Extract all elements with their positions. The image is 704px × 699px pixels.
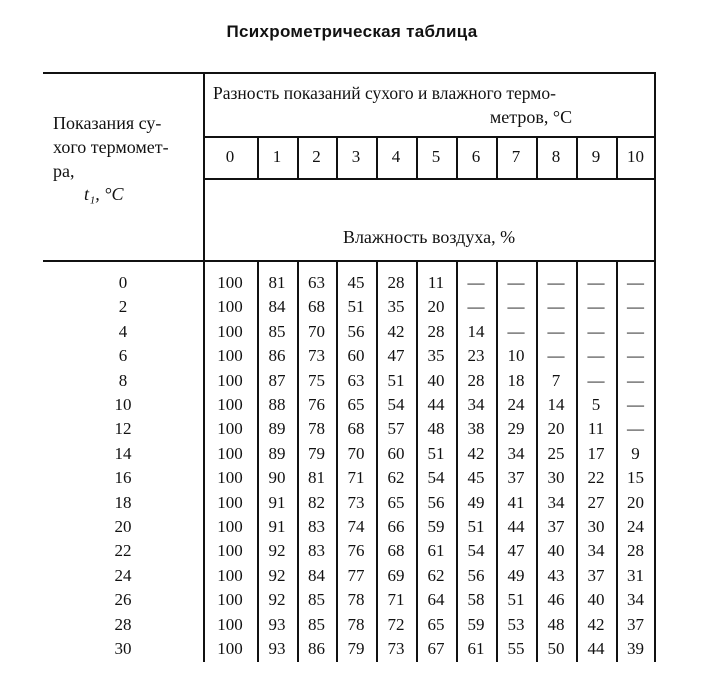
humidity-cell: 85 bbox=[308, 590, 325, 610]
humidity-cell: 30 bbox=[547, 468, 565, 488]
humidity-cell: 54 bbox=[467, 541, 485, 561]
humidity-cell: 56 bbox=[427, 492, 445, 512]
diff-header-line-1: Разность показаний сухого и влажного термо- bbox=[213, 83, 556, 103]
humidity-cell: 55 bbox=[507, 639, 525, 658]
humidity-cell: 31 bbox=[627, 565, 644, 585]
diff-value: 5 bbox=[431, 147, 441, 166]
humidity-cell: 25 bbox=[547, 443, 565, 463]
dry-temp-value: 14 bbox=[114, 443, 132, 463]
humidity-cell: — bbox=[627, 321, 644, 341]
humidity-cell: 59 bbox=[467, 614, 485, 634]
humidity-cell: 67 bbox=[427, 639, 445, 658]
table-top-border bbox=[43, 72, 655, 74]
humidity-cell: 86 bbox=[308, 639, 325, 658]
humidity-cell: 20 bbox=[427, 297, 445, 317]
humidity-cell: 14 bbox=[467, 321, 485, 341]
humidity-cell: 100 bbox=[217, 321, 243, 341]
dry-temp-value: 16 bbox=[114, 468, 132, 488]
humidity-cell: 49 bbox=[507, 565, 525, 585]
humidity-cell: 100 bbox=[217, 297, 243, 317]
dry-temp-value: 8 bbox=[118, 370, 128, 390]
diff-value: 4 bbox=[391, 147, 401, 166]
humidity-cell: — bbox=[627, 346, 644, 366]
humidity-cell: 30 bbox=[587, 517, 605, 536]
humidity-cell: — bbox=[587, 297, 605, 317]
humidity-cell: 69 bbox=[387, 565, 405, 585]
humidity-cell: 14 bbox=[547, 395, 565, 414]
humidity-cell: 58 bbox=[467, 590, 485, 610]
humidity-cell: 68 bbox=[387, 541, 405, 561]
dry-temp-value: 26 bbox=[114, 590, 132, 610]
diff-header-line-2: метров, °С bbox=[489, 107, 573, 127]
humidity-cell: 77 bbox=[347, 565, 365, 585]
humidity-cell: 40 bbox=[587, 590, 605, 610]
humidity-cell: — bbox=[587, 321, 605, 341]
humidity-cell: 100 bbox=[217, 492, 243, 512]
humidity-cell: 79 bbox=[308, 443, 325, 463]
diff-values-line bbox=[203, 178, 655, 180]
humidity-cell: — bbox=[587, 346, 605, 366]
humidity-cell: 39 bbox=[627, 639, 644, 658]
humidity-cell: — bbox=[627, 370, 644, 390]
header-bottom-border bbox=[43, 260, 655, 262]
humidity-cell: — bbox=[507, 297, 525, 317]
humidity-cell: 7 bbox=[551, 370, 561, 390]
humidity-cell: 34 bbox=[507, 443, 525, 463]
dry-temp-value: 28 bbox=[114, 614, 132, 634]
humidity-cell: 100 bbox=[217, 419, 243, 439]
humidity-cell: 83 bbox=[308, 517, 325, 536]
humidity-cell: 73 bbox=[347, 492, 365, 512]
dry-temp-value: 6 bbox=[118, 346, 128, 366]
humidity-cell: 15 bbox=[627, 468, 644, 488]
humidity-cell: 9 bbox=[631, 443, 640, 463]
humidity-cell: 93 bbox=[268, 614, 286, 634]
humidity-cell: 73 bbox=[308, 346, 325, 366]
humidity-cell: 72 bbox=[387, 614, 405, 634]
humidity-cell: 28 bbox=[627, 541, 644, 561]
diff-value: 9 bbox=[591, 147, 601, 166]
humidity-cell: 86 bbox=[268, 346, 286, 366]
humidity-cell: 70 bbox=[347, 443, 365, 463]
humidity-cell: 5 bbox=[591, 395, 601, 414]
humidity-cell: 35 bbox=[387, 297, 405, 317]
humidity-cell: 78 bbox=[308, 419, 325, 439]
humidity-cell: 62 bbox=[387, 468, 405, 488]
humidity-cell: 51 bbox=[507, 590, 525, 610]
humidity-cell: 40 bbox=[547, 541, 565, 561]
humidity-cell: 28 bbox=[467, 370, 485, 390]
humidity-cell: — bbox=[547, 321, 565, 341]
humidity-cell: 28 bbox=[427, 321, 445, 341]
dry-temp-value: 12 bbox=[114, 419, 132, 439]
humidity-cell: 17 bbox=[587, 443, 605, 463]
humidity-cell: 28 bbox=[387, 273, 405, 292]
humidity-cell: 100 bbox=[217, 346, 243, 366]
humidity-cell: 91 bbox=[268, 492, 286, 512]
humidity-cell: 54 bbox=[427, 468, 445, 488]
humidity-cell: 47 bbox=[387, 346, 405, 366]
dry-temp-value: 2 bbox=[118, 297, 128, 317]
humidity-cell: 84 bbox=[268, 297, 286, 317]
humidity-cell: 42 bbox=[467, 443, 485, 463]
humidity-cell: 83 bbox=[308, 541, 325, 561]
humidity-cell: 81 bbox=[308, 468, 325, 488]
humidity-cell: 100 bbox=[217, 370, 243, 390]
humidity-cell: 65 bbox=[387, 492, 405, 512]
humidity-cell: 38 bbox=[467, 419, 485, 439]
humidity-cell: 61 bbox=[427, 541, 445, 561]
humidity-cell: 81 bbox=[268, 273, 286, 292]
humidity-cell: 85 bbox=[268, 321, 286, 341]
humidity-cell: 48 bbox=[427, 419, 445, 439]
humidity-cell: 76 bbox=[308, 395, 325, 414]
diff-value: 1 bbox=[272, 147, 282, 166]
dry-temp-value: 0 bbox=[118, 273, 128, 292]
diff-value: 8 bbox=[551, 147, 561, 166]
humidity-cell: — bbox=[587, 273, 605, 292]
humidity-cell: 76 bbox=[347, 541, 365, 561]
humidity-cell: 24 bbox=[627, 517, 644, 536]
humidity-cell: 68 bbox=[308, 297, 325, 317]
humidity-cell: 37 bbox=[507, 468, 525, 488]
humidity-cell: 100 bbox=[217, 565, 243, 585]
dry-temp-value: 30 bbox=[114, 639, 132, 658]
humidity-cell: 89 bbox=[268, 419, 286, 439]
humidity-cell: 63 bbox=[347, 370, 365, 390]
humidity-cell: 44 bbox=[427, 395, 445, 414]
humidity-cell: 60 bbox=[347, 346, 365, 366]
humidity-cell: 37 bbox=[547, 517, 565, 536]
humidity-cell: 43 bbox=[547, 565, 565, 585]
dry-temp-value: 22 bbox=[114, 541, 132, 561]
humidity-cell: — bbox=[627, 419, 644, 439]
diff-value: 3 bbox=[351, 147, 361, 166]
humidity-cell: 100 bbox=[217, 395, 243, 414]
humidity-cell: 48 bbox=[547, 614, 565, 634]
diff-value: 6 bbox=[471, 147, 481, 166]
humidity-cell: — bbox=[627, 273, 644, 292]
humidity-cell: 65 bbox=[347, 395, 365, 414]
humidity-cell: 51 bbox=[467, 517, 485, 536]
diff-header-line bbox=[203, 136, 655, 138]
humidity-cell: 82 bbox=[308, 492, 325, 512]
humidity-cell: 71 bbox=[387, 590, 405, 610]
humidity-cell: 74 bbox=[347, 517, 365, 536]
humidity-cell: — bbox=[467, 273, 485, 292]
humidity-cell: 85 bbox=[308, 614, 325, 634]
humidity-cell: 40 bbox=[427, 370, 445, 390]
humidity-cell: 42 bbox=[587, 614, 605, 634]
dry-temp-value: 18 bbox=[114, 492, 132, 512]
humidity-cell: 20 bbox=[627, 492, 644, 512]
humidity-cell: 92 bbox=[268, 565, 286, 585]
humidity-cell: 87 bbox=[268, 370, 286, 390]
humidity-cell: 100 bbox=[217, 468, 243, 488]
humidity-cell: 37 bbox=[627, 614, 644, 634]
humidity-cell: 61 bbox=[467, 639, 485, 658]
humidity-cell: 41 bbox=[507, 492, 525, 512]
humidity-cell: 64 bbox=[427, 590, 445, 610]
humidity-cell: 89 bbox=[268, 443, 286, 463]
humidity-cell: — bbox=[627, 297, 644, 317]
dry-temp-value: 20 bbox=[114, 517, 132, 536]
humidity-cell: 11 bbox=[427, 273, 445, 292]
humidity-cell: 27 bbox=[587, 492, 605, 512]
humidity-cell: 75 bbox=[308, 370, 325, 390]
humidity-cell: 51 bbox=[427, 443, 445, 463]
humidity-cell: 93 bbox=[268, 639, 286, 658]
humidity-cell: 34 bbox=[467, 395, 485, 414]
humidity-cell: 57 bbox=[387, 419, 405, 439]
diff-value: 10 bbox=[627, 147, 644, 166]
table-title: Психрометрическая таблица bbox=[226, 22, 478, 41]
humidity-cell: 90 bbox=[268, 468, 286, 488]
humidity-cell: 62 bbox=[427, 565, 445, 585]
humidity-cell: 37 bbox=[587, 565, 605, 585]
row-header-line-2: хого термомет- bbox=[53, 137, 169, 157]
humidity-cell: 35 bbox=[427, 346, 445, 366]
humidity-cell: 20 bbox=[547, 419, 565, 439]
humidity-cell: 63 bbox=[308, 273, 325, 292]
diff-value: 2 bbox=[312, 147, 321, 166]
humidity-cell: — bbox=[547, 346, 565, 366]
humidity-cell: 68 bbox=[347, 419, 365, 439]
humidity-cell: 24 bbox=[507, 395, 525, 414]
humidity-cell: 34 bbox=[547, 492, 565, 512]
humidity-cell: 91 bbox=[268, 517, 286, 536]
row-header-line-4: t₁, °С bbox=[84, 184, 124, 204]
humidity-cell: 10 bbox=[507, 346, 525, 366]
humidity-cell: 79 bbox=[347, 639, 365, 658]
humidity-cell: 92 bbox=[268, 590, 286, 610]
diff-value: 7 bbox=[511, 147, 521, 166]
humidity-cell: — bbox=[627, 395, 644, 414]
humidity-cell: 50 bbox=[547, 639, 565, 658]
humidity-cell: 45 bbox=[347, 273, 365, 292]
humidity-cell: 78 bbox=[347, 614, 365, 634]
humidity-cell: 92 bbox=[268, 541, 286, 561]
humidity-cell: 11 bbox=[587, 419, 605, 439]
humidity-cell: 42 bbox=[387, 321, 405, 341]
dry-temp-value: 4 bbox=[118, 321, 128, 341]
humidity-cell: 18 bbox=[507, 370, 525, 390]
dry-temp-value: 10 bbox=[114, 395, 132, 414]
humidity-cell: 29 bbox=[507, 419, 525, 439]
humidity-label: Влажность воздуха, % bbox=[342, 227, 516, 247]
humidity-cell: — bbox=[507, 273, 525, 292]
humidity-cell: 60 bbox=[387, 443, 405, 463]
humidity-cell: 44 bbox=[587, 639, 605, 658]
humidity-cell: 56 bbox=[347, 321, 365, 341]
humidity-cell: 34 bbox=[587, 541, 605, 561]
humidity-cell: — bbox=[547, 297, 565, 317]
humidity-cell: 22 bbox=[587, 468, 605, 488]
humidity-cell: 73 bbox=[387, 639, 405, 658]
humidity-cell: 53 bbox=[507, 614, 525, 634]
humidity-cell: — bbox=[547, 273, 565, 292]
humidity-cell: 49 bbox=[467, 492, 485, 512]
row-header-line-3: ра, bbox=[53, 161, 75, 181]
humidity-cell: 78 bbox=[347, 590, 365, 610]
humidity-cell: 100 bbox=[217, 614, 243, 634]
humidity-cell: 66 bbox=[387, 517, 405, 536]
humidity-cell: 100 bbox=[217, 443, 243, 463]
diff-value: 0 bbox=[225, 147, 235, 166]
humidity-cell: 56 bbox=[467, 565, 485, 585]
humidity-cell: 44 bbox=[507, 517, 525, 536]
humidity-cell: 46 bbox=[547, 590, 565, 610]
humidity-cell: 34 bbox=[627, 590, 644, 610]
humidity-cell: 47 bbox=[507, 541, 525, 561]
humidity-cell: 45 bbox=[467, 468, 485, 488]
humidity-cell: 71 bbox=[347, 468, 365, 488]
humidity-cell: 65 bbox=[427, 614, 445, 634]
humidity-cell: 51 bbox=[347, 297, 365, 317]
humidity-cell: — bbox=[507, 321, 525, 341]
humidity-cell: 88 bbox=[268, 395, 286, 414]
humidity-cell: 100 bbox=[217, 517, 243, 536]
humidity-cell: 100 bbox=[217, 273, 243, 292]
humidity-cell: 23 bbox=[467, 346, 485, 366]
humidity-cell: 70 bbox=[308, 321, 325, 341]
humidity-cell: 84 bbox=[308, 565, 325, 585]
humidity-cell: 59 bbox=[427, 517, 445, 536]
humidity-cell: 51 bbox=[387, 370, 405, 390]
humidity-cell: — bbox=[587, 370, 605, 390]
humidity-cell: 54 bbox=[387, 395, 405, 414]
row-header-line-1: Показания су- bbox=[53, 113, 162, 133]
humidity-cell: 100 bbox=[217, 541, 243, 561]
humidity-cell: — bbox=[467, 297, 485, 317]
dry-temp-value: 24 bbox=[114, 565, 132, 585]
humidity-cell: 100 bbox=[217, 590, 243, 610]
humidity-cell: 100 bbox=[217, 639, 243, 658]
